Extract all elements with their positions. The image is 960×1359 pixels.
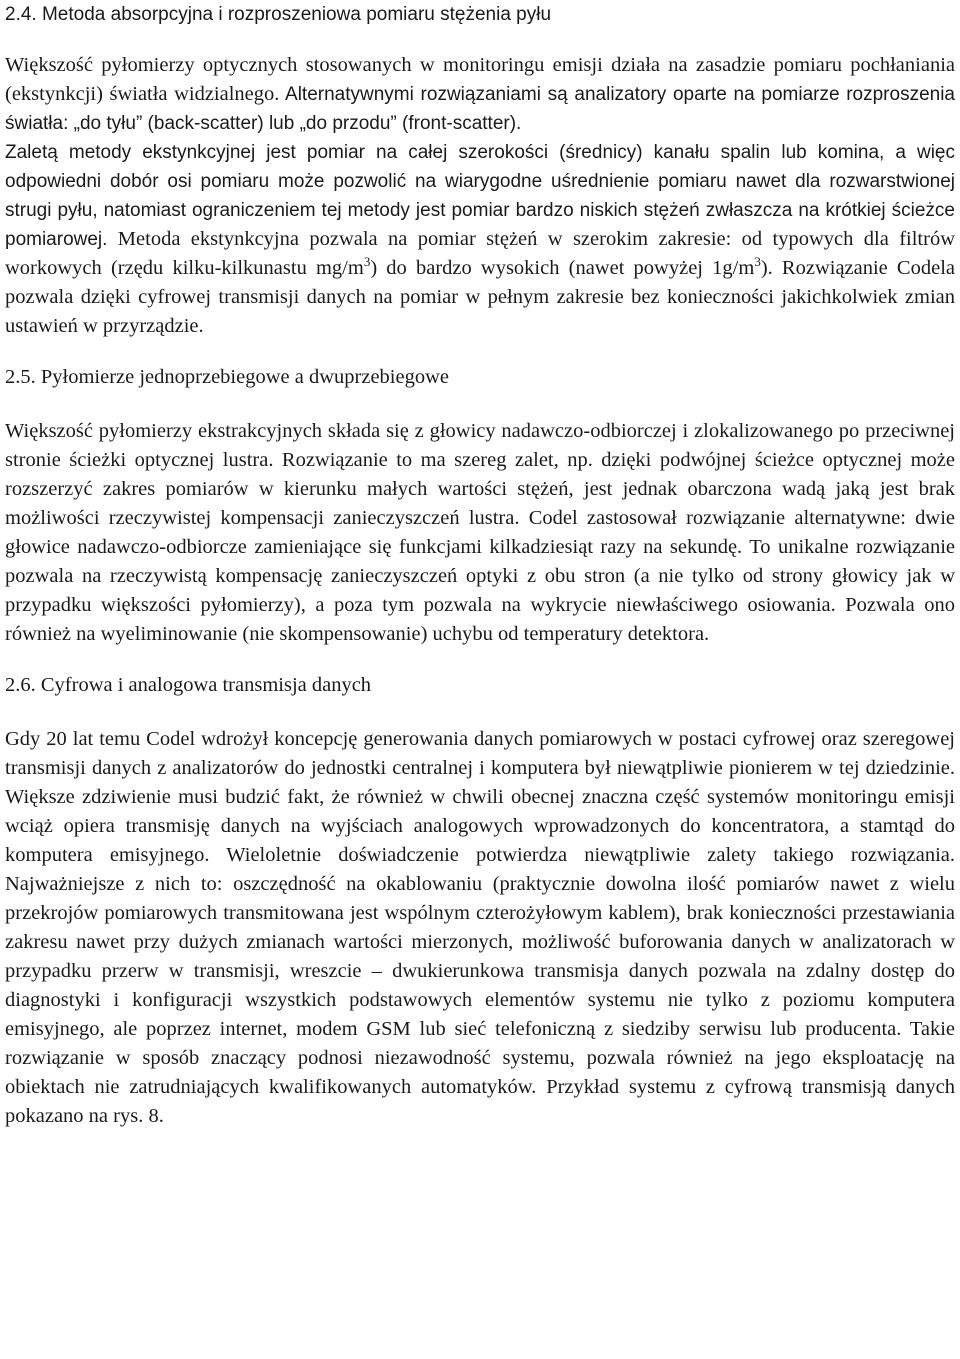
- section-heading-2-4: 2.4. Metoda absorpcyjna i rozproszeniowa pomiaru stężenia pyłu: [5, 4, 552, 25]
- paragraph-2-6: Gdy 20 lat temu Codel wdrożył koncepcję generowania danych pomiarowych w postaci cyfrowej oraz szeregowej transmisji danych z analizatorów do jednostki centralnej i komputera był niewątpliwie pionierem w tej dziedzinie. Większe zdziwienie musi budzić fakt, że również w chwili obecnej znaczna część systemów monitoringu emisji wciąż opiera transmisję danych na wyjściach analogowych wprowadzonych do koncentratora, a stamtąd do komputera emisyjnego. Wieloletnie doświadczenie potwierdza niewątpliwie zalety takiego rozwiązania. Najważniejsze z nich to: oszczędność na okablowaniu (praktycznie dowolna ilość pomiarów nawet z wielu przekrojów pomiarowych transmitowana jest wspólnym czterożyłowym kablem), brak konieczności przestawiania zakresu nawet przy dużych zmianach wartości mierzonych, możliwość buforowania danych w analizatorach w przypadku przerw w transmisji, wreszcie – dwukierunkowa transmisja danych pozwala na zdalny dostęp do diagnostyki i konfiguracji wszystkich podstawowych elementów systemu nie tylko z poziomu komputera emisyjnego, ale poprzez internet, modem GSM lub sieć telefoniczną z siedziby serwisu lub producenta. Takie rozwiązanie w sposób znaczący podnosi niezawodność systemu, pozwala również na jego eksploatację na obiektach nie zatrudniających kwalifikowanych automatyków. Przykład systemu z cyfrową transmisją danych pokazano na rys. 8.: [5, 728, 955, 1127]
- superscript: 3: [754, 254, 761, 270]
- paragraph-2-4-extinction: [5, 138, 955, 341]
- paragraph-text: Większość pyłomierzy optycznych stosowanych w monitoringu emisji działa na zasadzie pomiaru pochłaniania (ekstynkcji) światła widzialnego.: [5, 54, 955, 105]
- paragraph-2-4-intro: [5, 51, 955, 138]
- paragraph-text-sans: Zaletą metody ekstynkcyjnej jest pomiar na całej szerokości (średnicy) kanału spalin lub komina, a więc odpowiedni dobór osi pomiaru może pozwolić na wiarygodne uśrednienie pomiaru nawet dla rozwarstwionej strugi pyłu, natomiast ograniczeniem tej metody jest pomiar bardzo niskich stężeń zwłaszcza na krótkiej ścieżce pomiarowej.: [5, 142, 955, 250]
- section-heading-2-5: 2.5. Pyłomierze jednoprzebiegowe a dwuprzebiegowe: [5, 366, 450, 388]
- paragraph-text-sans: Alternatywnymi rozwiązaniami są analizatory oparte na pomiarze rozproszenia światła: „do tyłu” (back-scatter) lub „do przodu” (front-scatter).: [5, 84, 956, 134]
- section-heading-2-6: 2.6. Cyfrowa i analogowa transmisja danych: [5, 674, 372, 696]
- paragraph-text: Metoda ekstynkcyjna pozwala na pomiar stężeń w szerokim zakresie: od typowych dla filtrów workowych (rzędu kilku-kilkunastu mg/m: [5, 228, 955, 279]
- paragraph-2-5: Większość pyłomierzy ekstrakcyjnych składa się z głowicy nadawczo-odbiorczej i zlokalizowanego po przeciwnej stronie ścieżki optycznej lustra. Rozwiązanie to ma szereg zalet, np. dzięki podwójnej ścieżce optycznej może rozszerzyć zakres pomiarów w kierunku małych wartości stężeń, jest jednak obarczona wadą jaką jest brak możliwości rzeczywistej kompensacji zanieczyszczeń lustra. Codel zastosował rozwiązanie alternatywne: dwie głowice nadawczo-odbiorcze zamieniające się funkcjami kilkadziesiąt razy na sekundę. To unikalne rozwiązanie pozwala na rzeczywistą kompensację zanieczyszczeń optyki z obu stron (a nie tylko od strony głowicy jak w przypadku większości pyłomierzy), a poza tym pozwala na wykrycie niewłaściwego osiowania. Pozwala ono również na wyeliminowanie (nie skompensowanie) uchybu od temperatury detektora.: [5, 420, 955, 645]
- paragraph-text: ). Rozwiązanie Codela pozwala dzięki cyfrowej transmisji danych na pomiar w pełnym zakresie bez konieczności jakichkolwiek zmian ustawień w przyrządzie.: [5, 257, 956, 337]
- paragraph-text: ) do bardzo wysokich (nawet powyżej 1g/m: [370, 257, 755, 279]
- document-page: [5, 0, 955, 1131]
- superscript: 3: [363, 254, 371, 270]
